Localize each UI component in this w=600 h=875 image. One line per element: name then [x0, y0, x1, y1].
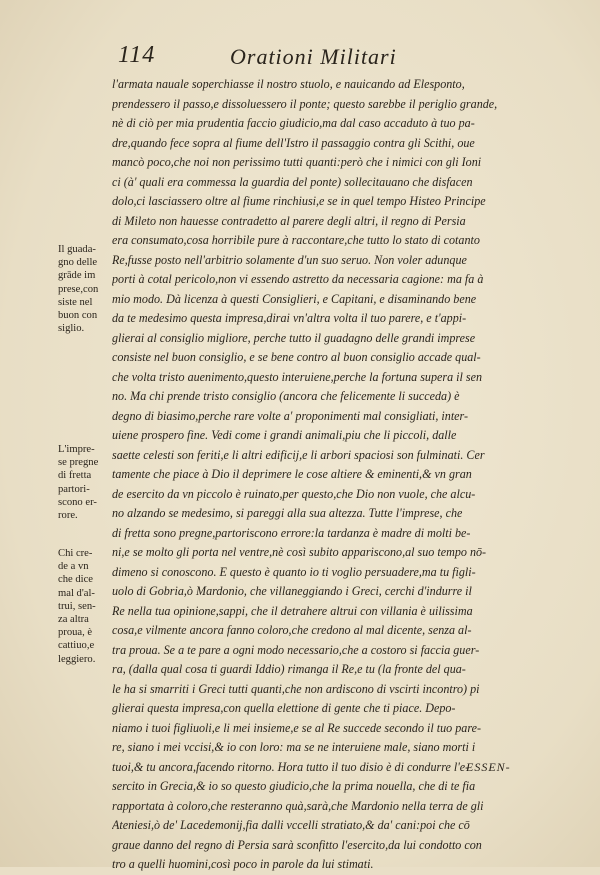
- margin-note-line: proua, è: [58, 627, 93, 639]
- text-line: mancò poco,che noi non perissimo tutti quanti:però che i nimici con gli Ioni: [112, 155, 482, 169]
- text-line: era consumato,cosa horribile pure à raccontare,che tutto lo stato di cotanto: [112, 233, 480, 247]
- margin-note-line: prese,con: [58, 283, 99, 295]
- margin-note-line: za altra: [58, 614, 89, 626]
- text-line: di fretta sono pregne,partoriscono errore:la tardanza è madre di molti be-: [112, 525, 471, 540]
- margin-note-line: buon con: [58, 310, 98, 322]
- margin-note-line: siste nel: [58, 296, 93, 308]
- text-line: rapportata à coloro,che resteranno quà,sarà,che Mardonio nella terra de gli: [112, 798, 484, 813]
- text-line: l'armata nauale soperchiasse il nostro stuolo, e nauicando ad Elesponto,: [112, 77, 465, 91]
- running-head: Orationi Militari: [230, 44, 397, 69]
- text-line: le ha si smarriti i Greci tutti quanti,che non ardiscono di vscirti incontro) pi: [112, 681, 480, 696]
- text-line: graue danno del regno di Persia sarà sconfitto l'esercito,da lui condotto con: [112, 837, 482, 852]
- text-line: tuoi,& tu ancora,facendo ritorno. Hora tutto il tuo disio è di condurre l'e-: [112, 759, 470, 774]
- catchword: ESSEN-: [466, 760, 511, 774]
- margin-note-line: L'impre-: [58, 444, 95, 455]
- text-line: di Mileto non hauesse contradetto al parere degli altri, il regno di Persia: [112, 213, 466, 228]
- text-line: de esercito da vn piccolo è ruinato,per questo,che Dio non vuole, che alcu-: [112, 486, 476, 501]
- text-line: sercito in Grecia,& io so questo giudicio,che la prima nouella, che di te fia: [112, 779, 476, 793]
- text-line: consiste nel buon consiglio, e se bene contro al buon consiglio accade qual-: [112, 350, 481, 364]
- body-text: [112, 75, 550, 875]
- text-line: niamo i tuoi figliuoli,e li mei insieme,e se al Re succede secondo il tuo pare-: [112, 720, 482, 735]
- text-line: Ateniesi,ò de' Lacedemonij,fia dalli vccelli stratiato,& da' cani:poi che cō: [112, 818, 470, 832]
- margin-note-line: rore.: [58, 510, 78, 522]
- text-line: glierai questa impresa,con quella elettione di gente che ti piace. Depo-: [112, 701, 456, 715]
- text-line: dre,quando fece sopra al fiume dell'Istro il passaggio contra gli Scithi, oue: [112, 135, 475, 150]
- text-line: ra, (dalla qual cosa ti guardi Iddio) rimanga il Re,e tu (la fronte del qua-: [112, 662, 466, 676]
- margin-note-line: trui, sen-: [58, 600, 96, 612]
- text-line: uiene prospero fine. Vedi come i grandi animali,piu che li piccoli, dalle: [112, 428, 457, 442]
- margin-note: [58, 443, 112, 522]
- text-line: nè di ciò per mia prudentia faccio giudicio,ma dal caso accaduto à tuo pa-: [112, 116, 475, 130]
- text-line: glierai al consiglio migliore, perche tutto il guadagno delle grandi imprese: [112, 330, 476, 345]
- text-line: mio modo. Dà licenza à questi Consiglieri, e Capitani, e disaminando bene: [112, 291, 477, 306]
- page-header: [118, 42, 518, 76]
- margin-note-line: gno delle: [58, 257, 98, 269]
- text-line: re, siano i mei vccisi,& io con loro: ma se ne interuiene male, siano morti i: [112, 740, 476, 754]
- margin-note-line: de a vn: [58, 561, 89, 573]
- text-line: ni,e se molto gli porta nel ventre,nè così subito appariscono,al suo tempo nō-: [112, 545, 487, 559]
- text-line: da te medesimo questa impresa,dirai vn'altra volta il tuo parere, e t'appi-: [112, 311, 467, 325]
- text-line: degno di biasimo,perche rare volte a' proponimenti mal consigliati, inter-: [112, 408, 469, 423]
- text-line: porti à cotal pericolo,non vi essendo astretto da necessaria cagione: ma fa à: [112, 272, 484, 286]
- margin-note-line: grāde im: [58, 270, 96, 282]
- margin-note: [58, 547, 112, 666]
- margin-note-line: siglio.: [58, 323, 85, 335]
- text-line: tra proua. Se a te pare a ogni modo necessario,che a costoro si faccia guer-: [112, 642, 480, 657]
- text-line: no alzando se medesimo, si pareggi alla sua altezza. Tutte l'imprese, che: [112, 506, 463, 520]
- margin-note-line: che dice: [58, 574, 93, 586]
- margin-note-line: se pregne: [58, 457, 99, 469]
- text-line: Re nella tua opinione,sappi, che il detrahere altrui con villania è uilissima: [112, 603, 473, 618]
- text-line: uolo di Gobria,ò Mardonio, che villaneggiando i Greci, cerchi d'indurre il: [112, 584, 472, 598]
- text-line: che volta tristo auenimento,questo interuiene,perche la fortuna supera il sen: [112, 369, 483, 384]
- text-line: prendessero il passo,e dissoluessero il ponte; questo sarebbe il periglio grande,: [112, 96, 498, 111]
- margin-note-line: scono er-: [58, 496, 97, 508]
- margin-note: [58, 243, 112, 335]
- text-line: Re,fusse posto nell'arbitrio solamente d'un suo seruo. Non voler adunque: [112, 252, 467, 267]
- text-line: tro a quelli huomini,così poco in parole da lui stimati.: [112, 857, 374, 871]
- text-line: dolo,ci lasciassero oltre al fiume rinchiusi,e se in quel tempo Histeo Principe: [112, 194, 486, 208]
- margin-note-line: Chi cre-: [58, 548, 93, 559]
- margin-note-line: cattiuo,e: [58, 640, 95, 652]
- margin-note-line: partori-: [58, 483, 90, 495]
- margin-note-line: leggiero.: [58, 653, 96, 665]
- margin-note-line: di fretta: [58, 470, 92, 482]
- text-line: no. Ma chi prende tristo consiglio (ancora che felicemente li succeda) è: [112, 389, 460, 403]
- page-number: 114: [118, 42, 156, 68]
- margin-note-line: mal d'al-: [58, 587, 95, 599]
- text-line: ci (à' quali era commessa la guardia del ponte) sollecitauano che disfacen: [112, 174, 473, 189]
- margin-note-line: Il guada-: [58, 244, 96, 255]
- text-line: cosa,e vilmente ancora fanno coloro,che credono al mal dicente, senza al-: [112, 623, 472, 637]
- text-line: dimeno si conoscono. E questo è quanto io ti voglio persuadere,ma tu figli-: [112, 564, 476, 579]
- text-line: saette celesti son feriti,e li altri edificij,e li arbori spaciosi son fulminati. Cer: [112, 447, 485, 462]
- text-line: tamente che piace à Dio il deprimere le cose altiere & eminenti,& vn gran: [112, 467, 472, 481]
